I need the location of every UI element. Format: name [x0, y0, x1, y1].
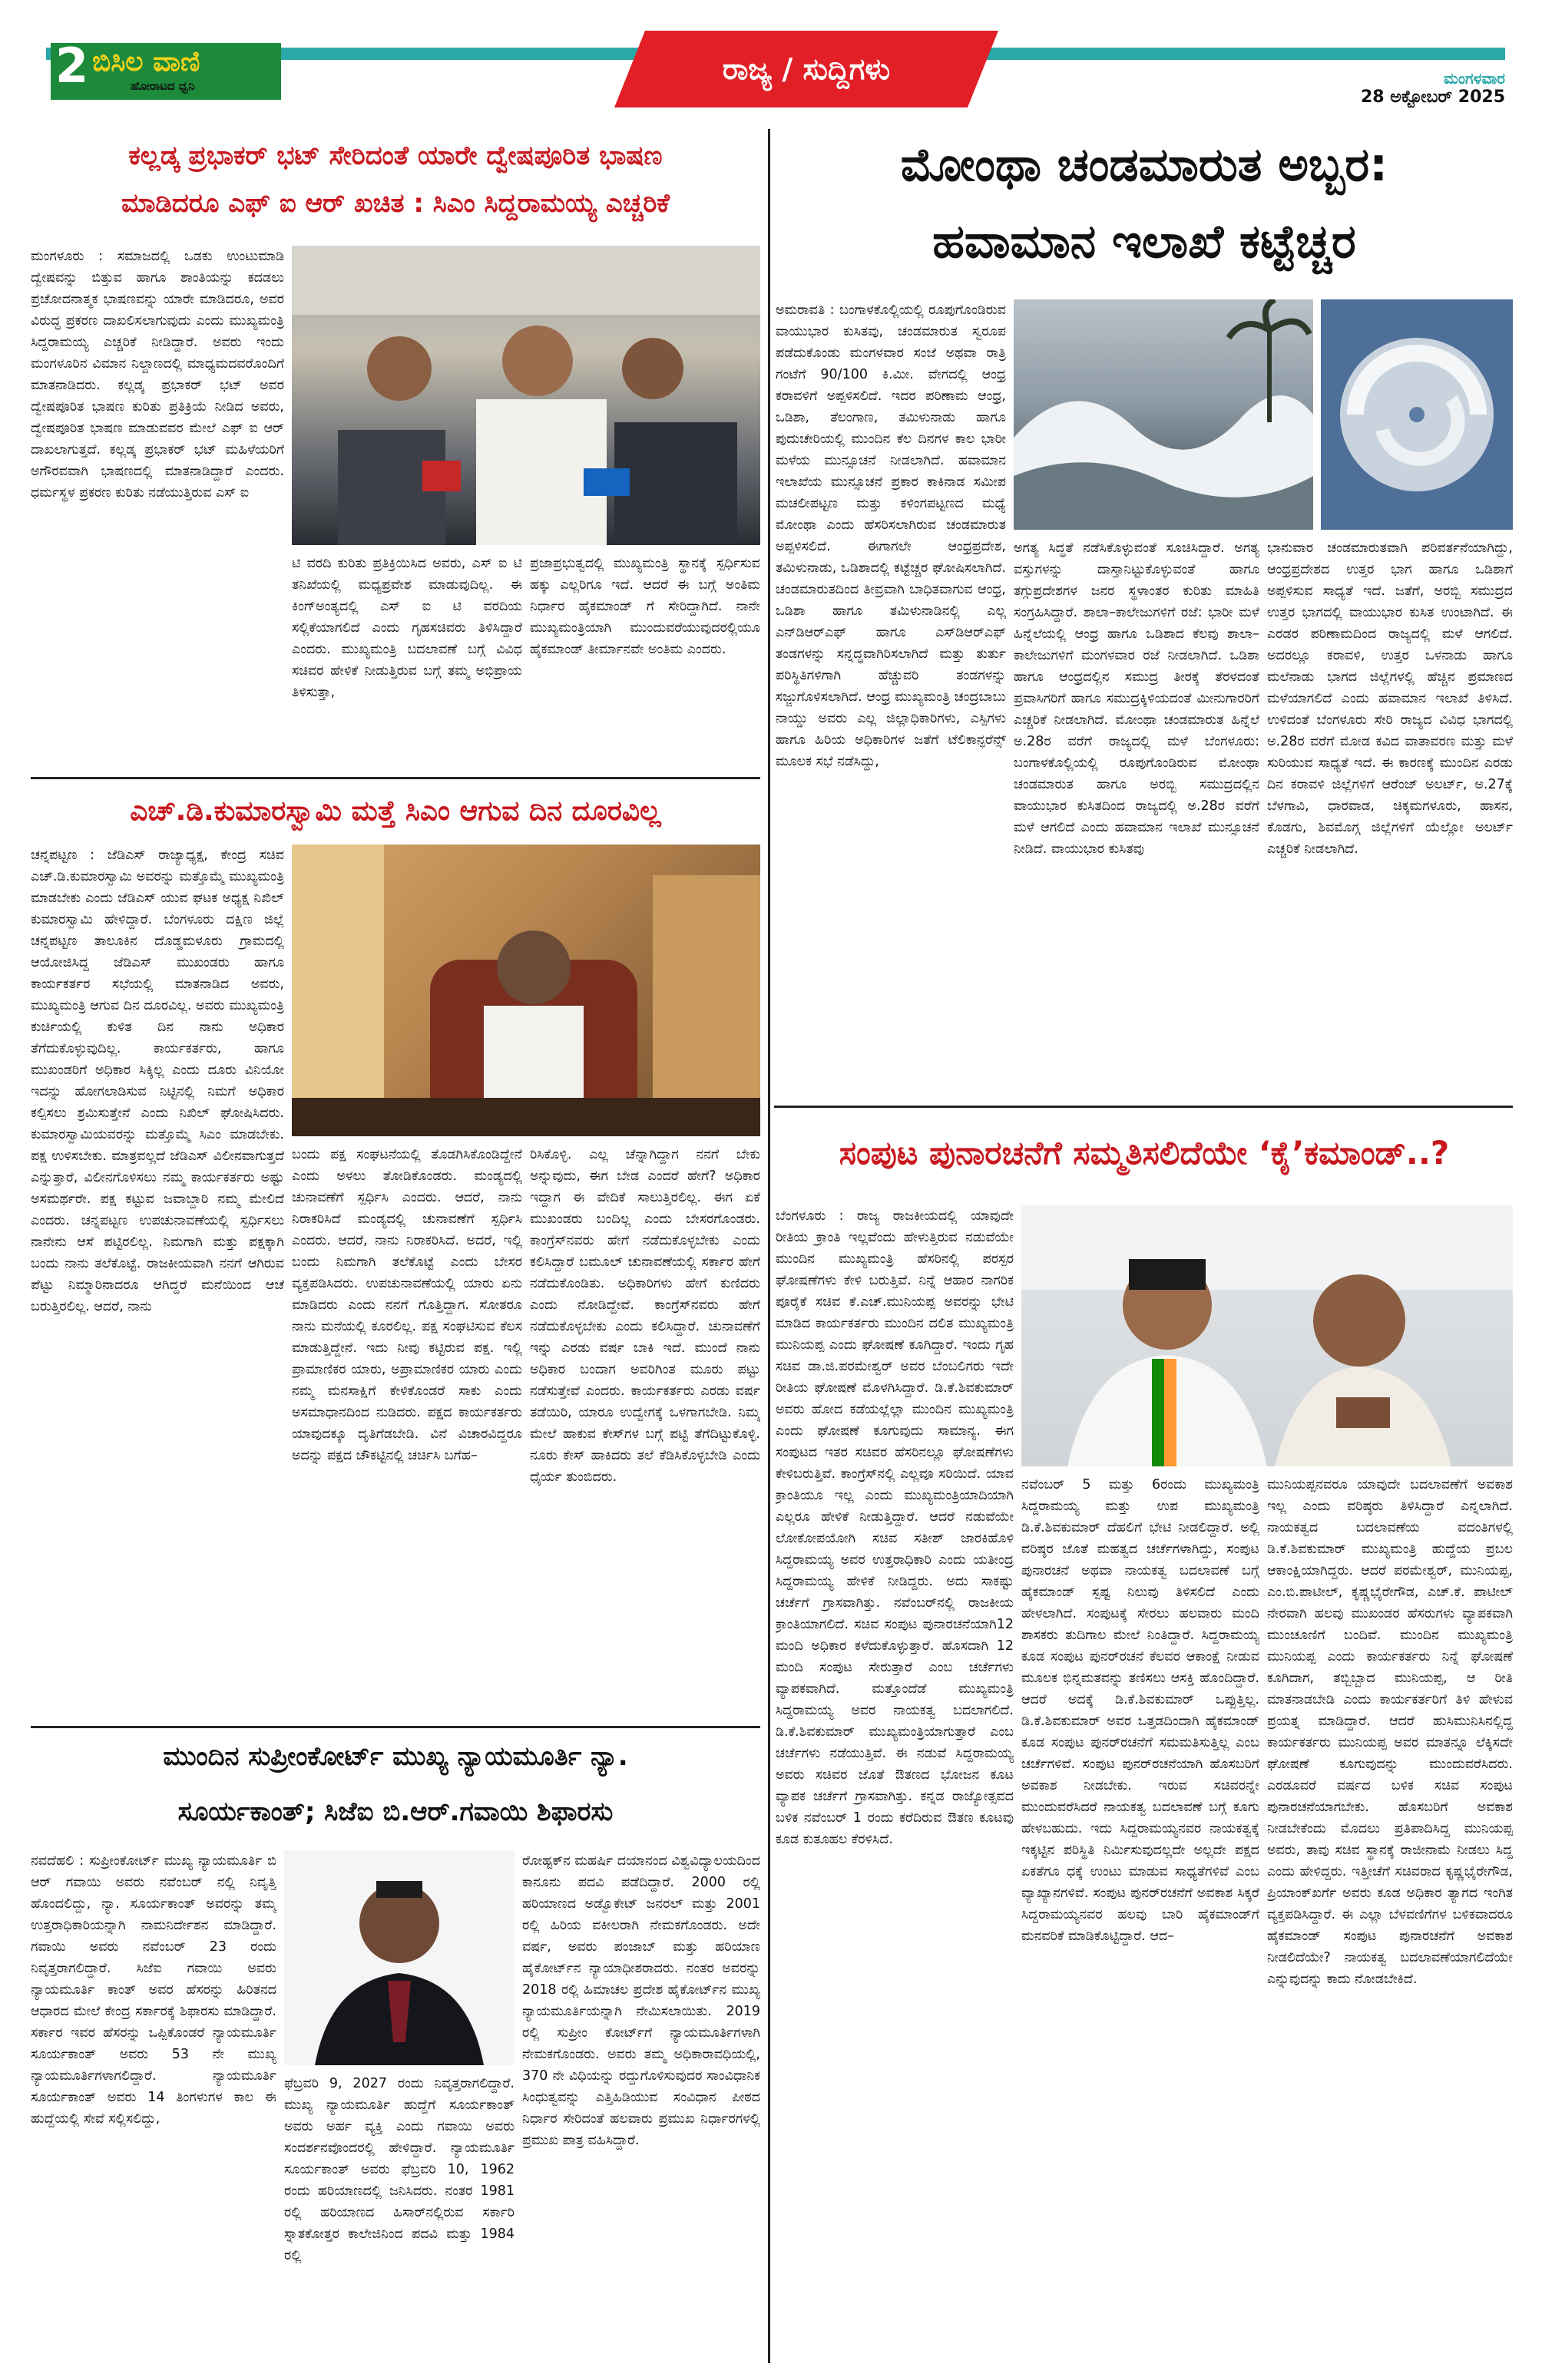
a4-column-2: ನವೆಂಬರ್ 5 ಮತ್ತು 6ರಂದು ಮುಖ್ಯಮಂತ್ರಿ ಸಿದ್ದರಾಮಯ್ಯ ಮತ್ತು ಉಪ ಮುಖ್ಯಮಂತ್ರಿ ಡಿ.ಕೆ.ಶಿವಕುಮಾರ್ ದೆಹಲಿಗೆ ಭೇಟಿ ನೀಡಲಿದ್ದಾರೆ. ಅಲ್ಲಿ ವರಿಷ್ಠರ ಜೊತೆ ಮಹತ್ವದ ಚರ್ಚೆಗಳಾಗಿದ್ದು, ಸಂಪುಟ ಪುನಾರಚನೆ ಅಥವಾ ನಾಯಕತ್ವ ಬದಲಾವಣೆ ಬಗ್ಗೆ ಹೈಕಮಾಂಡ್ ಸ್ಪಷ್ಟ ನಿಲುವು ತಿಳಿಸಲಿದೆ ಎಂದು ಹೇಳಲಾಗಿದೆ. ಸಂಪುಟಕ್ಕೆ ಸೇರಲು ಹಲವಾರು ಮಂದಿ ಶಾಸಕರು ತುದಿಗಾಲ ಮೇಲೆ ನಿಂತಿದ್ದಾರೆ. ಸಿದ್ದರಾಮಯ್ಯ ಕೂಡ ಸಂಪುಟ ಪುನರ್‌ರಚನೆ ಕೆಲವರ ಆಕಾಂಕ್ಷೆ ನೀಡುವ ಮೂಲಕ ಭಿನ್ನಮತವನ್ನು ತಣಿಸಲು ಆಸಕ್ತಿ ಹೊಂದಿದ್ದಾರೆ. ಆದರೆ ಅದಕ್ಕೆ ಡಿ.ಕೆ.ಶಿವಕುಮಾರ್ ಒಪ್ಪುತ್ತಿಲ್ಲ. ಡಿ.ಕೆ.ಶಿವಕುಮಾರ್ ಅವರ ಒತ್ತಡದಿಂದಾಗಿ ಹೈಕಮಾಂಡ್ ಕೂಡ ಸಂಪುಟ ಪುನರ್‌ರಚನೆಗೆ ಸಮಮತಿಸುತ್ತಿಲ್ಲ ಎಂಬ ಚರ್ಚೆಗಳಿವೆ. ಸಂಪುಟ ಪುನರ್‌ರಚನೆಯಾಗಿ ಹೊಸಬರಿಗೆ ಅವಕಾಶ ನೀಡಬೇಕು. ಇರುವ ಸಚಿವರನ್ನೇ ಮುಂದುವರೆಸಿದರೆ ನಾಯಕತ್ವ ಬದಲಾವಣೆ ಬಗ್ಗೆ ಕೂಗು ಹೇಳಬಹುದು. ಇದು ಸಿದ್ದರಾಮಯ್ಯನವರ ನಾಯಕತ್ವಕ್ಕೆ ಇಕ್ಕಟ್ಟಿನ ಪರಿಸ್ಥಿತಿ ನಿರ್ಮಿಸುವುದಲ್ಲದೇ ಅಲ್ಲದೇ ಪಕ್ಷದ ಏಕತೆಗೂ ಧಕ್ಕೆ ಉಂಟು ಮಾಡುವ ಸಾಧ್ಯತೆಗಳಿವೆ ಎಂಬ ವ್ಯಾಖ್ಯಾನಗಳಿವೆ. ಸಂಪುಟ ಪುನರ್‌ರಚನೆಗೆ ಅವಕಾಶ ಸಿಕ್ಕರೆ ಸಿದ್ದರಾಮಯ್ಯನವರ ಹಲವು ಬಾರಿ ಹೈಕಮಾಂಡ್‌ಗೆ ಮನವರಿಕೆ ಮಾಡಿಕೊಟ್ಟಿದ್ದಾರೆ. ಆದ– [1021, 1477, 1259, 1944]
paper-name: ಬಿಸಿಲ ವಾಣಿ [92, 46, 200, 78]
a1-photo-illustration [292, 246, 760, 545]
a2-headline-line1: ಮೋಂಥಾ ಚಂಡಮಾರುತ ಅಬ್ಬರ: [900, 138, 1388, 192]
a2-column-2: ಅಗತ್ಯ ಸಿದ್ಧತೆ ನಡೆಸಿಕೊಳ್ಳುವಂತೆ ಸೂಚಿಸಿದ್ದಾರೆ. ಅಗತ್ಯ ವಸ್ತುಗಳನ್ನು ದಾಸ್ತಾನಿಟ್ಟುಕೊಳ್ಳುವಂತೆ ಹಾಗೂ ತಗ್ಗುಪ್ರದೇಶಗಳ ಜನರ ಸ್ಥಳಾಂತರ ಕುರಿತು ಮಾಹಿತಿ ಸಂಗ್ರಹಿಸಿದ್ದಾರೆ. ಶಾಲಾ–ಕಾಲೇಜುಗಳಿಗೆ ರಜೆ: ಭಾರೀ ಮಳೆ ಹಿನ್ನೆಲೆಯಲ್ಲಿ ಆಂಧ್ರ ಹಾಗೂ ಒಡಿಶಾದ ಕೆಲವು ಶಾಲಾ–ಕಾಲೇಜುಗಳಿಗೆ ಮಂಗಳವಾರ ರಜೆ ನೀಡಲಾಗಿದೆ. ಒಡಿಶಾ ಹಾಗೂ ಆಂಧ್ರದಲ್ಲಿನ ಸಮುದ್ರ ತೀರಕ್ಕೆ ತೆರಳದಂತೆ ಪ್ರವಾಸಿಗರಿಗೆ ಹಾಗೂ ಸಮುದ್ರಕ್ಕಿಳಿಯದಂತೆ ಮೀನುಗಾರರಿಗೆ ಎಚ್ಚರಿಕೆ ನೀಡಲಾಗಿದೆ. ಮೋಂಥಾ ಚಂಡಮಾರುತ ಹಿನ್ನೆಲೆ ಅ.28ರ ವರೆಗೆ ರಾಜ್ಯದಲ್ಲಿ ಮಳೆ ಬೆಂಗಳೂರು: ಬಂಗಾಳಕೊಲ್ಲಿಯಲ್ಲಿ ರೂಪುಗೊಂಡಿರುವ ಮೋಂಥಾ ಚಂಡಮಾರುತ ಹಾಗೂ ಅರಬ್ಬಿ ಸಮುದ್ರದಲ್ಲಿನ ವಾಯುಭಾರ ಕುಸಿತದಿಂದ ರಾಜ್ಯದಲ್ಲಿ ಅ.28ರ ವರೆಗೆ ಮಳೆ ಆಗಲಿದೆ ಎಂದು ಹವಾಮಾನ ಇಲಾಖೆ ಮುನ್ಸೂಚನೆ ನೀಡಿದೆ. ವಾಯುಭಾರ ಕುಸಿತವು [1014, 540, 1259, 857]
masthead [0, 0, 1542, 115]
a2-column-3: ಭಾನುವಾರ ಚಂಡಮಾರುತವಾಗಿ ಪರಿವರ್ತನೆಯಾಗಿದ್ದು, ಆಂಧ್ರಪ್ರದೇಶದ ಉತ್ತರ ಭಾಗ ಹಾಗೂ ಒಡಿಶಾಗೆ ಅಪ್ಪಳಿಸುವ ಸಾಧ್ಯತೆ ಇದೆ. ಜತೆಗೆ, ಅರಬ್ಬಿ ಸಮುದ್ರದ ಉತ್ತರ ಭಾಗದಲ್ಲಿ ವಾಯುಭಾರ ಕುಸಿತ ಉಂಟಾಗಿದೆ. ಈ ಎರಡರ ಪರಿಣಾಮದಿಂದ ರಾಜ್ಯದಲ್ಲಿ ಮಳೆ ಆಗಲಿದೆ. ಅದರಲ್ಲೂ ಕರಾವಳಿ, ಉತ್ತರ ಒಳನಾಡು ಹಾಗೂ ಮಲೆನಾಡು ಭಾಗದ ಜಿಲ್ಲೆಗಳಲ್ಲಿ ಹೆಚ್ಚಿನ ಪ್ರಮಾಣದ ಮಳೆಯಾಗಲಿದೆ ಎಂದು ಹವಾಮಾನ ಇಲಾಖೆ ತಿಳಿಸಿದೆ. ಉಳಿದಂತೆ ಬೆಂಗಳೂರು ಸೇರಿ ರಾಜ್ಯದ ವಿವಿಧ ಭಾಗದಲ್ಲಿ ಅ.28ರ ವರೆಗೆ ಮೋಡ ಕವಿದ ವಾತಾವರಣ ಮತ್ತು ಮಳೆ ಸುರಿಯುವ ಸಾಧ್ಯತೆ ಇದೆ. ಈ ಕಾರಣಕ್ಕೆ ಮುಂದಿನ ಎರಡು ದಿನ ಕರಾವಳಿ ಜಿಲ್ಲೆಗಳಿಗೆ ಆರೆಂಜ್ ಅಲರ್ಟ್, ಅ.27ಕ್ಕೆ ಬೆಳಗಾವಿ, ಧಾರವಾಡ, ಚಿಕ್ಕಮಗಳೂರು, ಹಾಸನ, ಕೊಡಗು, ಶಿವಮೊಗ್ಗ ಜಿಲ್ಲೆಗಳಿಗೆ ಯೆಲ್ಲೋ ಅಲರ್ಟ್ ಎಚ್ಚರಿಕೆ ನೀಡಲಾಗಿದೆ. [1267, 540, 1513, 857]
a5-column-3: ರೋಹ್ಟಕ್‌ನ ಮಹರ್ಷಿ ದಯಾನಂದ ವಿಶ್ವವಿದ್ಯಾಲಯದಿಂದ ಕಾನೂನು ಪದವಿ ಪಡೆದಿದ್ದಾರೆ. 2000 ರಲ್ಲಿ ಹರಿಯಾಣದ ಅಡ್ವೊಕೇಟ್ ಜನರಲ್ ಮತ್ತು 2001 ರಲ್ಲಿ ಹಿರಿಯ ವಕೀಲರಾಗಿ ನೇಮಕಗೊಂಡರು. ಅದೇ ವರ್ಷ, ಅವರು ಪಂಜಾಬ್ ಮತ್ತು ಹರಿಯಾಣ ಹೈಕೋರ್ಟ್‌ನ ನ್ಯಾಯಾಧೀಶರಾದರು. ನಂತರ ಅವರನ್ನು 2018 ರಲ್ಲಿ ಹಿಮಾಚಲ ಪ್ರದೇಶ ಹೈಕೋರ್ಟ್‌ನ ಮುಖ್ಯ ನ್ಯಾಯಮೂರ್ತಿಯನ್ನಾಗಿ ನೇಮಿಸಲಾಯಿತು. 2019 ರಲ್ಲಿ ಸುಪ್ರೀಂ ಕೋರ್ಟ್‌ಗೆ ನ್ಯಾಯಮೂರ್ತಿಗಳಾಗಿ ನೇಮಕಗೊಂಡರು. ಅವರು ತಮ್ಮ ಅಧಿಕಾರಾವಧಿಯಲ್ಲಿ, 370 ನೇ ವಿಧಿಯನ್ನು ರದ್ದುಗೊಳಿಸುವುದರ ಸಾಂವಿಧಾನಿಕ ಸಿಂಧುತ್ವವನ್ನು ಎತ್ತಿಹಿಡಿಯುವ ಸಂವಿಧಾನ ಪೀಠದ ನಿರ್ಧಾರ ಸೇರಿದಂತೆ ಹಲವಾರು ಪ್ರಮುಖ ನಿರ್ಧಾರಗಳಲ್ಲಿ ಪ್ರಮುಖ ಪಾತ್ರ ವಹಿಸಿದ್ದಾರೆ. [522, 1853, 760, 2148]
a5-headline-line2: ಸೂರ್ಯಕಾಂತ್; ಸಿಜೆಐ ಬಿ.ಆರ್.ಗವಾಯಿ ಶಿಫಾರಸು [177, 1797, 614, 1827]
a2-column-1: ಅಮರಾವತಿ : ಬಂಗಾಳಕೊಲ್ಲಿಯಲ್ಲಿ ರೂಪುಗೊಂಡಿರುವ ವಾಯುಭಾರ ಕುಸಿತವು, ಚಂಡಮಾರುತ ಸ್ವರೂಪ ಪಡೆದುಕೊಂಡು ಮಂಗಳವಾರ ಸಂಜೆ ಅಥವಾ ರಾತ್ರಿ ಗಂಟೆಗೆ 90/100 ಕಿ.ಮೀ. ವೇಗದಲ್ಲಿ ಆಂಧ್ರ ಕರಾವಳಿಗೆ ಅಪ್ಪಳಿಸಲಿದೆ. ಇದರ ಪರಿಣಾಮ ಆಂಧ್ರ, ಒಡಿಶಾ, ತೆಲಂಗಾಣ, ತಮಿಳುನಾಡು ಹಾಗೂ ಪುದುಚೇರಿಯಲ್ಲಿ ಮುಂದಿನ ಕೆಲ ದಿನಗಳ ಕಾಲ ಭಾರೀ ಮಳೆಯ ಮುನ್ಸೂಚನೆ ನೀಡಲಾಗಿದೆ. ಹವಾಮಾನ ಇಲಾಖೆಯ ಮುನ್ಸೂಚನೆ ಪ್ರಕಾರ ಕಾಕಿನಾಡ ಸಮೀಪ ಮಚಲೀಪಟ್ಟಣ ಮತ್ತು ಕಳಿಂಗಪಟ್ಟಣದ ಮಧ್ಯೆ ಮೋಂಥಾ ಎಂದು ಹೆಸರಿಸಲಾಗಿರುವ ಚಂಡಮಾರುತ ಅಪ್ಪಳಿಸಲಿದೆ. ಈಗಾಗಲೇ ಆಂಧ್ರಪ್ರದೇಶ, ತಮಿಳುನಾಡು, ಒಡಿಶಾದಲ್ಲಿ ಕಟ್ಟೆಚ್ಚರ ಘೋಷಿಸಲಾಗಿದೆ. ಚಂಡಮಾರುತದಿಂದ ತೀವ್ರವಾಗಿ ಬಾಧಿತವಾಗುವ ಆಂಧ್ರ, ಒಡಿಶಾ ಹಾಗೂ ತಮಿಳುನಾಡಿನಲ್ಲಿ ಎಲ್ಲ ಎನ್‌ಡಿಆರ್‌ಎಫ್ ಹಾಗೂ ಎಸ್‌ಡಿಆರ್‌ಎಫ್ ತಂಡಗಳನ್ನು ಸನ್ನದ್ಧವಾಗಿರಿಸಲಾಗಿದೆ ಮತ್ತು ತುರ್ತು ಪರಿಸ್ಥಿತಿಗಳಿಗಾಗಿ ಹೆಚ್ಚುವರಿ ತಂಡಗಳನ್ನು ಸಜ್ಜುಗೊಳಿಸಲಾಗಿದೆ. ಆಂಧ್ರ ಮುಖ್ಯಮಂತ್ರಿ ಚಂದ್ರಬಾಬು ನಾಯ್ಡು ಅವರು ಎಲ್ಲ ಜಿಲ್ಲಾಧಿಕಾರಿಗಳು, ಎಸ್ಪಿಗಳು ಹಾಗೂ ಹಿರಿಯ ಅಧಿಕಾರಿಗಳ ಜತೆಗೆ ಟೆಲಿಕಾನ್ಫರೆನ್ಸ್ ಮೂಲಕ ಸಭೆ ನಡೆಸಿದ್ದು, [776, 302, 1006, 769]
a1-column-2: ಟಿ ವರದಿ ಕುರಿತು ಪ್ರತಿಕ್ರಿಯಿಸಿದ ಅವರು, ಎಸ್ ಐ ಟಿ ತನಿಖೆಯಲ್ಲಿ ಮಧ್ಯಪ್ರವೇಶ ಮಾಡುವುದಿಲ್ಲ. ಈ ಕಿಂಗ್‌ಅಂತ್ಯದಲ್ಲಿ ಎಸ್ ಐ ಟಿ ವರದಿಯ ಸಲ್ಲಿಕೆಯಾಗಲಿದೆ ಎಂದು ಗೃಹಸಚಿವರು ತಿಳಿಸಿದ್ದಾರೆ ಎಂದರು. ಮುಖ್ಯಮಂತ್ರಿ ಬದಲಾವಣೆ ಬಗ್ಗೆ ವಿವಿಧ ಸಚಿವರ ಹೇಳಿಕೆ ನೀಡುತ್ತಿರುವ ಬಗ್ಗೆ ತಮ್ಮ ಅಭಿಪ್ರಾಯ ತಿಳಿಸುತ್ತಾ, [292, 556, 522, 700]
a3-top-rule [31, 777, 760, 779]
a3-column-1: ಚನ್ನಪಟ್ಟಣ : ಜೆಡಿಎಸ್ ರಾಜ್ಯಾಧ್ಯಕ್ಷ, ಕೇಂದ್ರ ಸಚಿವ ಎಚ್.ಡಿ.ಕುಮಾರಸ್ವಾಮಿ ಅವರನ್ನು ಮತ್ತೊಮ್ಮೆ ಮುಖ್ಯಮಂತ್ರಿ ಮಾಡಬೇಕು ಎಂದು ಜೆಡಿಎಸ್ ಯುವ ಘಟಕ ಅಧ್ಯಕ್ಷ ನಿಖಿಲ್ ಕುಮಾರಸ್ವಾಮಿ ಹೇಳಿದ್ದಾರೆ. ಬೆಂಗಳೂರು ದಕ್ಷಿಣ ಜಿಲ್ಲೆ ಚನ್ನಪಟ್ಟಣ ತಾಲೂಕಿನ ದೊಡ್ಡಮಳೂರು ಗ್ರಾಮದಲ್ಲಿ ಆಯೋಜಿಸಿದ್ದ ಜೆಡಿಎಸ್ ಮುಖಂಡರು ಹಾಗೂ ಕಾರ್ಯಕರ್ತರ ಸಭೆಯಲ್ಲಿ ಮಾತನಾಡಿದ ಅವರು, ಮುಖ್ಯಮಂತ್ರಿ ಆಗುವ ದಿನ ದೂರವಿಲ್ಲ. ಅವರು ಮುಖ್ಯಮಂತ್ರಿ ಕುರ್ಚಿಯಲ್ಲಿ ಕುಳಿತ ದಿನ ನಾನು ಅಧಿಕಾರ ತೆಗೆದುಕೊಳ್ಳುವುದಿಲ್ಲ. ಕಾರ್ಯಕರ್ತರು, ಹಾಗೂ ಮುಖಂಡರಿಗೆ ಅಧಿಕಾರ ಸಿಕ್ಕಿಲ್ಲ ಎಂದು ದೂರು ವಿನಿಯೋ ಇದನ್ನು ಹೋಗಲಾಡಿಸುವ ನಿಟ್ಟಿನಲ್ಲಿ ನಿಮಗೆ ಅಧಿಕಾರ ಕಲ್ಪಿಸಲು ಶ್ರಮಿಸುತ್ತೇನೆ ಎಂದು ನಿಖಿಲ್ ಘೋಷಿಸಿದರು. ಕುಮಾರಸ್ವಾಮಿಯವರನ್ನು ಮತ್ತೊಮ್ಮೆ ಸಿಎಂ ಮಾಡಬೇಕು. ಪಕ್ಷ ಉಳಿಸಬೇಕು. ಮಾತ್ರವಲ್ಲದೆ ಜೆಡಿಎಸ್ ವಿಲೀನವಾಗುತ್ತದೆ ಎನ್ನುತ್ತಾರೆ, ವಿಲೀನಗೊಳಿಸಲು ನಮ್ಮ ಕಾರ್ಯಕರ್ತರು ಅಷ್ಟು ಅಸಮರ್ಥರೇ. ಪಕ್ಷ ಕಟ್ಟುವ ಜವಾಬ್ದಾರಿ ನಮ್ಮ ಮೇಲಿದೆ ಎಂದರು. ಚನ್ನಪಟ್ಟಣ ಉಪಚುನಾವಣೆಯಲ್ಲಿ ಸ್ಪರ್ಧಿಸಲು ನಾನೇನು ಆಸೆ ಪಟ್ಟಿರಲಿಲ್ಲ. ನಿಮಗಾಗಿ ಮತ್ತು ಪಕ್ಷಕ್ಕಾಗಿ ಬಂದು ನಾನು ತಲೆಕೊಟ್ಟೆ. ರಾಜಕೀಯವಾಗಿ ನನಗೆ ಆಗಿರುವ ಪೆಟ್ಟು ನಿಮ್ಮಾರಿನಾದರೂ ಆಗಿದ್ದರೆ ಮನೆಯಿಂದ ಆಚೆ ಬರುತ್ತಿರಲಿಲ್ಲ. ಆದರೆ, ನಾನು [31, 848, 284, 1314]
a3-photo-illustration [292, 845, 760, 1136]
a5-top-rule [31, 1726, 760, 1728]
a2-photo-cyclone-satellite [1321, 299, 1513, 530]
a2-photo-waves-illustration [1014, 299, 1313, 530]
a3-photo-kumaraswamy [292, 845, 760, 1136]
section-banner [614, 31, 998, 107]
a1-column-3: ಪ್ರಜಾಪ್ರಭುತ್ವದಲ್ಲಿ ಮುಖ್ಯಮಂತ್ರಿ ಸ್ಥಾನಕ್ಕೆ ಸ್ಪರ್ಧಿಸುವ ಹಕ್ಕು ಎಲ್ಲರಿಗೂ ಇದೆ. ಆದರೆ ಈ ಬಗ್ಗೆ ಅಂತಿಮ ನಿರ್ಧಾರ ಹೈಕಮಾಂಡ್ ಗೆ ಸೇರಿದ್ದಾಗಿದೆ. ನಾನೇ ಮುಖ್ಯಮಂತ್ರಿಯಾಗಿ ಮುಂದುವರೆಯುವುದರಲ್ಲಿಯೂ ಹೈಕಮಾಂಡ್ ತೀರ್ಮಾನವೇ ಅಂತಿಮ ಎಂದರು. [530, 556, 760, 657]
column-divider [768, 129, 770, 2363]
a4-column-3: ಮುನಿಯಪ್ಪನವರೂ ಯಾವುದೇ ಬದಲಾವಣೆಗೆ ಅವಕಾಶ ಇಲ್ಲ ಎಂದು ವರಿಷ್ಠರು ತಿಳಿಸಿದ್ದಾರೆ ಎನ್ನಲಾಗಿದೆ. ನಾಯಕತ್ವದ ಬದಲಾವಣೆಯ ವದಂತಿಗಳಲ್ಲಿ ಡಿ.ಕೆ.ಶಿವಕುಮಾರ್ ಮುಖ್ಯಮಂತ್ರಿ ಹುದ್ದೆಯ ಪ್ರಬಲ ಆಕಾಂಕ್ಷಿಯಾಗಿದ್ದರು. ಆದರೆ ಪರಮೇಶ್ವರ್, ಮುನಿಯಪ್ಪ, ಎಂ.ಬಿ.ಪಾಟೀಲ್, ಕೃಷ್ಣಭೈರೇಗೌಡ, ಎಚ್.ಕೆ. ಪಾಟೀಲ್ ನೇರವಾಗಿ ಹಲವು ಮುಖಂಡರ ಹೆಸರುಗಳು ವ್ಯಾಪಕವಾಗಿ ಮುಂಚೂಣಿಗೆ ಬಂದಿವೆ. ಮುಂದಿನ ಮುಖ್ಯಮಂತ್ರಿ ಮುನಿಯಪ್ಪ ಎಂದು ಕಾರ್ಯಕರ್ತರು ನಿನ್ನೆ ಘೋಷಣೆ ಕೂಗಿದಾಗ, ತಬ್ಬಿಬ್ಬಾದ ಮುನಿಯಪ್ಪ, ಆ ರೀತಿ ಮಾತನಾಡಬೇಡಿ ಎಂದು ಕಾರ್ಯಕರ್ತರಿಗೆ ತಿಳಿ ಹೇಳುವ ಪ್ರಯತ್ನ ಮಾಡಿದ್ದಾರೆ. ಆದರೆ ಹುಸಿಮುನಿಸಿನಲ್ಲಿದ್ದ ಕಾರ್ಯಕರ್ತರು ಮುನಿಯಪ್ಪ ಅವರ ಮಾತನ್ನೂ ಲೆಕ್ಕಿಸದೇ ಘೋಷಣೆ ಕೂಗುವುದನ್ನು ಮುಂದುವರೆಸಿದರು. ಎರಡೂವರೆ ವರ್ಷದ ಬಳಿಕ ಸಚಿವ ಸಂಪುಟ ಪುನಾರಚನೆಯಾಗಬೇಕು. ಹೊಸಬರಿಗೆ ಅವಕಾಶ ನೀಡಬೇಕೆಂದು ಮೊದಲು ಪ್ರತಿಪಾದಿಸಿದ್ದ ಮುನಿಯಪ್ಪ ಅವರು, ತಾವು ಸಚಿವ ಸ್ಥಾನಕ್ಕೆ ರಾಜೀನಾಮೆ ನೀಡಲು ಸಿದ್ದ ಎಂದು ಹೇಳಿದ್ದರು. ಇತ್ತೀಚೆಗೆ ಸಚಿವರಾದ ಕೃಷ್ಣಭೈರೇಗೌಡ, ಪ್ರಿಯಾಂಕ್‌ಖರ್ಗೆ ಅವರು ಕೂಡ ಅಧಿಕಾರ ತ್ಯಾಗದ ಇಂಗಿತ ವ್ಯಕ್ತಪಡಿಸಿದ್ದಾರೆ. ಈ ಎಲ್ಲಾ ಬೆಳವಣಿಗೆಗಳ ಬಳಿಕವಾದರೂ ಹೈಕಮಾಂಡ್ ಸಂಪುಟ ಪುನಾರಚನೆಗೆ ಅವಕಾಶ ನೀಡಲಿದೆಯೇ? ನಾಯಕತ್ವ ಬದಲಾವಣೆಯಾಗಲಿದೆಯೇ ಎನ್ನುವುದನ್ನು ಕಾದು ನೋಡಬೇಕಿದೆ. [1267, 1477, 1513, 1987]
a5-photo-suryakant [284, 1850, 515, 2065]
a4-top-rule [774, 1106, 1513, 1108]
section-title: ರಾಜ್ಯ / ಸುದ್ದಿಗಳು [722, 52, 891, 86]
paper-tagline: ಹೋರಾಟದ ಧ್ವನಿ [131, 79, 195, 93]
a1-column-1: ಮಂಗಳೂರು : ಸಮಾಜದಲ್ಲಿ ಒಡಕು ಉಂಟುಮಾಡಿ ದ್ವೇಷವನ್ನು ಬಿತ್ತುವ ಹಾಗೂ ಶಾಂತಿಯನ್ನು ಕದಡಲು ಪ್ರಚೋದನಾತ್ಮಕ ಭಾಷಣವನ್ನು ಯಾರೇ ಮಾಡಿದರೂ, ಅವರ ವಿರುದ್ಧ ಪ್ರಕರಣ ದಾಖಲಿಸಲಾಗುವುದು ಎಂದು ಮುಖ್ಯಮಂತ್ರಿ ಸಿದ್ದರಾಮಯ್ಯ ಎಚ್ಚರಿಕೆ ನೀಡಿದ್ದಾರೆ. ಅವರು ಇಂದು ಮಂಗಳೂರಿನ ವಿಮಾನ ನಿಲ್ದಾಣದಲ್ಲಿ ಮಾಧ್ಯಮದವರೊಂದಿಗೆ ಮಾತನಾಡಿದರು. ಕಲ್ಲಡ್ಕ ಪ್ರಭಾಕರ್ ಭಟ್ ಅವರ ದ್ವೇಷಪೂರಿತ ಭಾಷಣ ಕುರಿತು ಪ್ರತಿಕ್ರಿಯೆ ನೀಡಿದ ಅವರು, ದ್ವೇಷಪೂರಿತ ಭಾಷಣ ಮಾಡುವವರ ಮೇಲೆ ಎಫ್ ಐ ಆರ್ ದಾಖಲಾಗುತ್ತದೆ. ಕಲ್ಲಡ್ಕ ಪ್ರಭಾಕರ್ ಭಟ್ ಮಹಿಳೆಯರಿಗೆ ಅಗೌರವವಾಗಿ ಭಾಷಣದಲ್ಲಿ ಮಾತನಾಡಿದ್ದಾರೆ ಎಂದರು. ಧರ್ಮಸ್ಥಳ ಪ್ರಕರಣ ಕುರಿತು ನಡೆಯುತ್ತಿರುವ ಎಸ್ ಐ [31, 249, 284, 501]
a3-headline: ಎಚ್.ಡಿ.ಕುಮಾರಸ್ವಾಮಿ ಮತ್ತೆ ಸಿಎಂ ಆಗುವ ದಿನ ದೂರವಿಲ್ಲ [130, 795, 661, 827]
a3-column-2: ಬಂದು ಪಕ್ಷ ಸಂಘಟನೆಯಲ್ಲಿ ತೊಡಗಿಸಿಕೊಂಡಿದ್ದೇನೆ ಎಂದು ಅಳಲು ತೋಡಿಕೊಂಡರು. ಮಂಡ್ಯದಲ್ಲಿ ಚುನಾವಣೆಗೆ ಸ್ಪರ್ಧಿಸಿ ಎಂದರು. ಆದರೆ, ನಾನು ನಿರಾಕರಿಸಿದೆ ಮಂಡ್ಯದಲ್ಲಿ ಚುನಾವಣೆಗೆ ಸ್ಪರ್ಧಿಸಿ ಎಂದರು. ಆದರೆ, ನಾನು ನಿರಾಕರಿಸಿದೆ. ಅದರೆ, ಇಲ್ಲಿ ಬಂದು ನಿಮಗಾಗಿ ತಲೆಕೊಟ್ಟೆ ಎಂದು ಬೇಸರ ವ್ಯಕ್ತಪಡಿಸಿದರು. ಉಪಚುನಾವಣೆಯಲ್ಲಿ ಯಾರು ಏನು ಮಾಡಿದರು ಎಂದು ನನಗೆ ಗೊತ್ತಿದ್ದಾಗ. ಸೋತರೂ ನಾನು ಮನೆಯಲ್ಲಿ ಕೂರಲಿಲ್ಲ. ಪಕ್ಷ ಸಂಘಟಿಸುವ ಕೆಲಸ ಮಾಡುತ್ತಿದ್ದೇನೆ. ಇದು ನೀವು ಕಟ್ಟಿರುವ ಪಕ್ಷ. ಇಲ್ಲಿ ಪ್ರಾಮಾಣಿಕರ ಯಾರು, ಅಪ್ರಾಮಾಣಿಕರ ಯಾರು ಎಂದು ನಮ್ಮ ಮನಸಾಕ್ಷಿಗೆ ಕೇಳಿಕೊಂಡರೆ ಸಾಕು ಎಂದು ಅಸಮಾಧಾನದಿಂದ ನುಡಿದರು. ಪಕ್ಷದ ಕಾರ್ಯಕರ್ತರು ಯಾವುದಕ್ಕೂ ದೃತಿಗೆಡಬೇಡಿ. ವಿನೆ ವಿಚಾರವಿದ್ದರೂ ಅದನ್ನು ಪಕ್ಷದ ಚೌಕಟ್ಟಿನಲ್ಲಿ ಚರ್ಚಿಸಿ ಬಗೆಹ– [292, 1147, 522, 1463]
a4-photo-leaders [1021, 1205, 1513, 1466]
a5-photo-illustration [284, 1850, 515, 2065]
a2-photo-cyclone-illustration [1321, 299, 1513, 530]
a2-photo-waves [1014, 299, 1313, 530]
a4-photo-illustration [1021, 1205, 1513, 1466]
a3-column-3: ರಿಸಿಕೊಳ್ಳಿ. ಎಲ್ಲ ಚೆನ್ನಾಗಿದ್ದಾಗ ನನಗೆ ಬೇಕು ಅನ್ನುವುದು, ಈಗ ಬೇಡ ಎಂದರೆ ಹೇಗೆ? ಅಧಿಕಾರ ಇದ್ದಾಗ ಈ ವೇದಿಕೆ ಸಾಲುತ್ತಿರಲಿಲ್ಲ. ಈಗ ಏಕೆ ಮುಖಂಡರು ಬಂದಿಲ್ಲ ಎಂದು ಬೇಸರಗೊಂಡರು. ಕಾಂಗ್ರೆಸ್‌ನವರು ಹೇಗೆ ನಡೆದುಕೊಳ್ಳಬೇಕು ಎಂದು ಕಲಿಸಿದ್ದಾರೆ ಬಮೂಲ್ ಚುನಾವಣೆಯಲ್ಲಿ ಸರ್ಕಾರ ಹೇಗೆ ನಡೆದುಕೊಂಡಿತು. ಅಧಿಕಾರಿಗಳು ಹೇಗೆ ಕುಣಿದರು ಎಂದು ನೋಡಿದ್ದೇವೆ. ಕಾಂಗ್ರೆಸ್‌ನವರು ಹೇಗೆ ನಡೆದುಕೊಳ್ಳಬೇಕು ಎಂದು ಕಲಿಸಿದ್ದಾರೆ. ಚುನಾವಣೆಗೆ ಇನ್ನು ಎರಡು ವರ್ಷ ಬಾಕಿ ಇದೆ. ಮುಂದೆ ನಾನು ಅಧಿಕಾರ ಬಂದಾಗ ಅವರಿಗಿಂತ ಮೂರು ಪಟ್ಟು ನಡೆಸುತ್ತೇವೆ ಎಂದರು. ಕಾರ್ಯಕರ್ತರು ಎರಡು ವರ್ಷ ತಡೆಯಿರಿ, ಯಾರೂ ಉದ್ವೇಗಕ್ಕೆ ಒಳಗಾಗಬೇಡಿ. ನಿಮ್ಮ ಮೇಲೆ ಹಾಕುವ ಕೇಸ್‌ಗಳ ಬಗ್ಗೆ ಪಟ್ಟಿ ತೆಗೆದಿಟ್ಟುಕೊಳ್ಳಿ. ನೂರು ಕೇಸ್ ಹಾಕಿದರು ತಲೆ ಕೆಡಿಸಿಕೊಳ್ಳಬೇಡಿ ಎಂದು ಧೈರ್ಯ ತುಂಬಿದರು. [530, 1147, 760, 1485]
page-number: 2 [55, 38, 89, 94]
a1-photo-cm-press [292, 246, 760, 545]
a1-headline-line1: ಕಲ್ಲಡ್ಕ ಪ್ರಭಾಕರ್ ಭಟ್ ಸೇರಿದಂತೆ ಯಾರೇ ದ್ವೇಷಪೂರಿತ ಭಾಷಣ [128, 140, 663, 171]
a2-headline-line2: ಹವಾಮಾನ ಇಲಾಖೆ ಕಟ್ಟೆಚ್ಚರ [932, 215, 1356, 269]
weekday: ಮಂಗಳವಾರ [1443, 69, 1505, 88]
issue-date: 28 ಅಕ್ಟೋಬರ್ 2025 [1360, 88, 1505, 107]
a4-headline: ಸಂಪುಟ ಪುನಾರಚನೆಗೆ ಸಮ್ಮತಿಸಲಿದೆಯೇ ‘ಕೈ’ಕಮಾಂಡ್..? [839, 1134, 1450, 1172]
a5-column-2: ಫೆಬ್ರವರಿ 9, 2027 ರಂದು ನಿವೃತ್ತರಾಗಲಿದ್ದಾರೆ. ಮುಖ್ಯ ನ್ಯಾಯಮೂರ್ತಿ ಹುದ್ದೆಗೆ ಸೂರ್ಯಕಾಂತ್ ಅವರು ಅರ್ಹ ವ್ಯಕ್ತಿ ಎಂದು ಗವಾಯಿ ಅವರು ಸಂದರ್ಶನವೊಂದರಲ್ಲಿ ಹೇಳಿದ್ದಾರೆ. ನ್ಯಾಯಮೂರ್ತಿ ಸೂರ್ಯಕಾಂತ್ ಅವರು ಫೆಬ್ರವರಿ 10, 1962 ರಂದು ಹರಿಯಾಣದಲ್ಲಿ ಜನಿಸಿದರು. ನಂತರ 1981 ರಲ್ಲಿ ಹರಿಯಾಣದ ಹಿಸಾರ್‌ನಲ್ಲಿರುವ ಸರ್ಕಾರಿ ಸ್ನಾತಕೋತ್ತರ ಕಾಲೇಜಿನಿಂದ ಪದವಿ ಮತ್ತು 1984 ರಲ್ಲಿ [284, 2076, 515, 2263]
a4-column-1: ಬೆಂಗಳೂರು : ರಾಜ್ಯ ರಾಜಕೀಯದಲ್ಲಿ ಯಾವುದೇ ರೀತಿಯ ಕ್ರಾಂತಿ ಇಲ್ಲವೆಂದು ಹೇಳುತ್ತಿರುವ ನಡುವೆಯೇ ಮುಂದಿನ ಮುಖ್ಯಮಂತ್ರಿ ಹೆಸರಿನಲ್ಲಿ ಪರಸ್ಪರ ಘೋಷಣೆಗಳು ಕೇಳಿ ಬರುತ್ತಿವೆ. ನಿನ್ನೆ ಆಹಾರ ನಾಗರಿಕ ಪೂರೈಕೆ ಸಚಿವ ಕೆ.ಎಚ್.ಮುನಿಯಪ್ಪ ಅವರನ್ನು ಭೇಟಿ ಮಾಡಿದ ಕಾರ್ಯಕರ್ತರು ಮುಂದಿನ ದಲಿತ ಮುಖ್ಯಮಂತ್ರಿ ಮುನಿಯಪ್ಪ ಎಂದು ಘೋಷಣೆ ಕೂಗಿದ್ದಾರೆ. ಇಂದು ಗೃಹ ಸಚಿವ ಡಾ.ಜಿ.ಪರಮೇಶ್ವರ್ ಅವರ ಬೆಂಬಲಿಗರು ಇದೇ ರೀತಿಯ ಘೋಷಣೆ ಮೊಳಗಿಸಿದ್ದಾರೆ. ಡಿ.ಕೆ.ಶಿವಕುಮಾರ್ ಅವರು ಹೋದ ಕಡೆಯಲ್ಲೆಲ್ಲಾ ಮುಂದಿನ ಮುಖ್ಯಮಂತ್ರಿ ಎಂದು ಘೋಷಣೆ ಕೂಗುವುದು ಸಾಮಾನ್ಯ. ಈಗ ಸಂಪುಟದ ಇತರ ಸಚಿವರ ಹೆಸರಿನಲ್ಲೂ ಘೋಷಣೆಗಳು ಕೇಳಿಬರುತ್ತಿವೆ. ಕಾಂಗ್ರೆಸ್‌ನಲ್ಲಿ ಎಲ್ಲವೂ ಸರಿಯಿದೆ. ಯಾವ ಕ್ರಾಂತಿಯೂ ಇಲ್ಲ ಎಂದು ಮುಖ್ಯಮಂತ್ರಿಯಾದಿಯಾಗಿ ಎಲ್ಲರೂ ಹೇಳಿಕೆ ನೀಡುತ್ತಿದ್ದಾರೆ. ಆದರೆ ನಡುವೆಯೇ ಲೋಕೋಪಯೋಗಿ ಸಚಿವ ಸತೀಶ್ ಜಾರಕಿಹೊಳಿ ಸಿದ್ದರಾಮಯ್ಯ ಅವರ ಉತ್ತರಾಧಿಕಾರಿ ಎಂದು ಯತೀಂದ್ರ ಸಿದ್ದರಾಮಯ್ಯ ಹೇಳಿಕೆ ನೀಡಿದ್ದರು. ಅದು ಸಾಕಷ್ಟು ಚರ್ಚೆಗೆ ಗ್ರಾಸವಾಗಿತ್ತು. ನವೆಂಬರ್‌ನಲ್ಲಿ ರಾಜಕೀಯ ಕ್ರಾಂತಿಯಾಗಲಿದೆ. ಸಚಿವ ಸಂಪುಟ ಪುನಾರಚನೆಯಾಗಿ12 ಮಂದಿ ಅಧಿಕಾರ ಕಳೆದುಕೊಳ್ಳುತ್ತಾರೆ. ಹೊಸದಾಗಿ 12 ಮಂದಿ ಸಂಪುಟ ಸೇರುತ್ತಾರೆ ಎಂಬ ಚರ್ಚೆಗಳು ವ್ಯಾಪಕವಾಗಿದೆ. ಮತ್ತೊಂದೆಡೆ ಮುಖ್ಯಮಂತ್ರಿ ಸಿದ್ದರಾಮಯ್ಯ ಅವರ ನಾಯಕತ್ವ ಬದಲಾಗಲಿದೆ. ಡಿ.ಕೆ.ಶಿವಕುಮಾರ್ ಮುಖ್ಯಮಂತ್ರಿಯಾಗುತ್ತಾರೆ ಎಂಬ ಚರ್ಚೆಗಳು ನಡೆಯುತ್ತಿವೆ. ಈ ನಡುವೆ ಸಿದ್ದರಾಮಯ್ಯ ಅವರು ಸಚಿವರ ಜೊತೆ ಔತಣದ ಭೋಜನ ಕೂಟ ವ್ಯಾಪಕ ಚರ್ಚೆಗೆ ಗ್ರಾಸವಾಗಿತ್ತು. ಕನ್ನಡ ರಾಜ್ಯೋತ್ಸವದ ಬಳಿಕ ನವೆಂಬರ್ 1 ರಂದು ಕರೆದಿರುವ ಔತಣ ಕೂಟವು ಕೂಡ ಕುತೂಹಲ ಕೆರಳಿಸಿದೆ. [776, 1208, 1014, 1847]
a5-headline-line1: ಮುಂದಿನ ಸುಪ್ರೀಂಕೋರ್ಟ್ ಮುಖ್ಯ ನ್ಯಾಯಮೂರ್ತಿ ನ್ಯಾ. [163, 1741, 628, 1772]
a1-headline-line2: ಮಾಡಿದರೂ ಎಫ್ ಐ ಆರ್ ಖಚಿತ : ಸಿಎಂ ಸಿದ್ದರಾಮಯ್ಯ ಎಚ್ಚರಿಕೆ [121, 188, 670, 219]
a5-column-1: ನವದೆಹಲಿ : ಸುಪ್ರೀಂಕೋರ್ಟ್ ಮುಖ್ಯ ನ್ಯಾಯಮೂರ್ತಿ ಬಿ ಆರ್ ಗವಾಯಿ ಅವರು ನವೆಂಬರ್ ನಲ್ಲಿ ನಿವೃತ್ತಿ ಹೊಂದಲಿದ್ದು, ನ್ಯಾ. ಸೂರ್ಯಕಾಂತ್ ಅವರನ್ನು ತಮ್ಮ ಉತ್ತರಾಧಿಕಾರಿಯನ್ನಾಗಿ ನಾಮನಿರ್ದೇಶನ ಮಾಡಿದ್ದಾರೆ. ಗವಾಯಿ ಅವರು ನವೆಂಬರ್ 23 ರಂದು ನಿವೃತ್ತರಾಗಲಿದ್ದಾರೆ. ಸಿಜೆಐ ಗವಾಯಿ ಅವರು ನ್ಯಾಯಮೂರ್ತಿ ಕಾಂತ್ ಅವರ ಹೆಸರನ್ನು ಹಿರಿತನದ ಆಧಾರದ ಮೇಲೆ ಕೇಂದ್ರ ಸರ್ಕಾರಕ್ಕೆ ಶಿಫಾರಸು ಮಾಡಿದ್ದಾರೆ. ಸರ್ಕಾರ ಇವರ ಹೆಸರನ್ನು ಒಪ್ಪಿಕೊಂಡರೆ ನ್ಯಾಯಮೂರ್ತಿ ಸೂರ್ಯಕಾಂತ್ ಅವರು 53 ನೇ ಮುಖ್ಯ ನ್ಯಾಯಮೂರ್ತಿಗಳಾಗಲಿದ್ದಾರೆ. ನ್ಯಾಯಮೂರ್ತಿ ಸೂರ್ಯಕಾಂತ್ ಅವರು 14 ತಿಂಗಳುಗಳ ಕಾಲ ಈ ಹುದ್ದೆಯಲ್ಲಿ ಸೇವೆ ಸಲ್ಲಿಸಲಿದ್ದು, [31, 1853, 276, 2127]
